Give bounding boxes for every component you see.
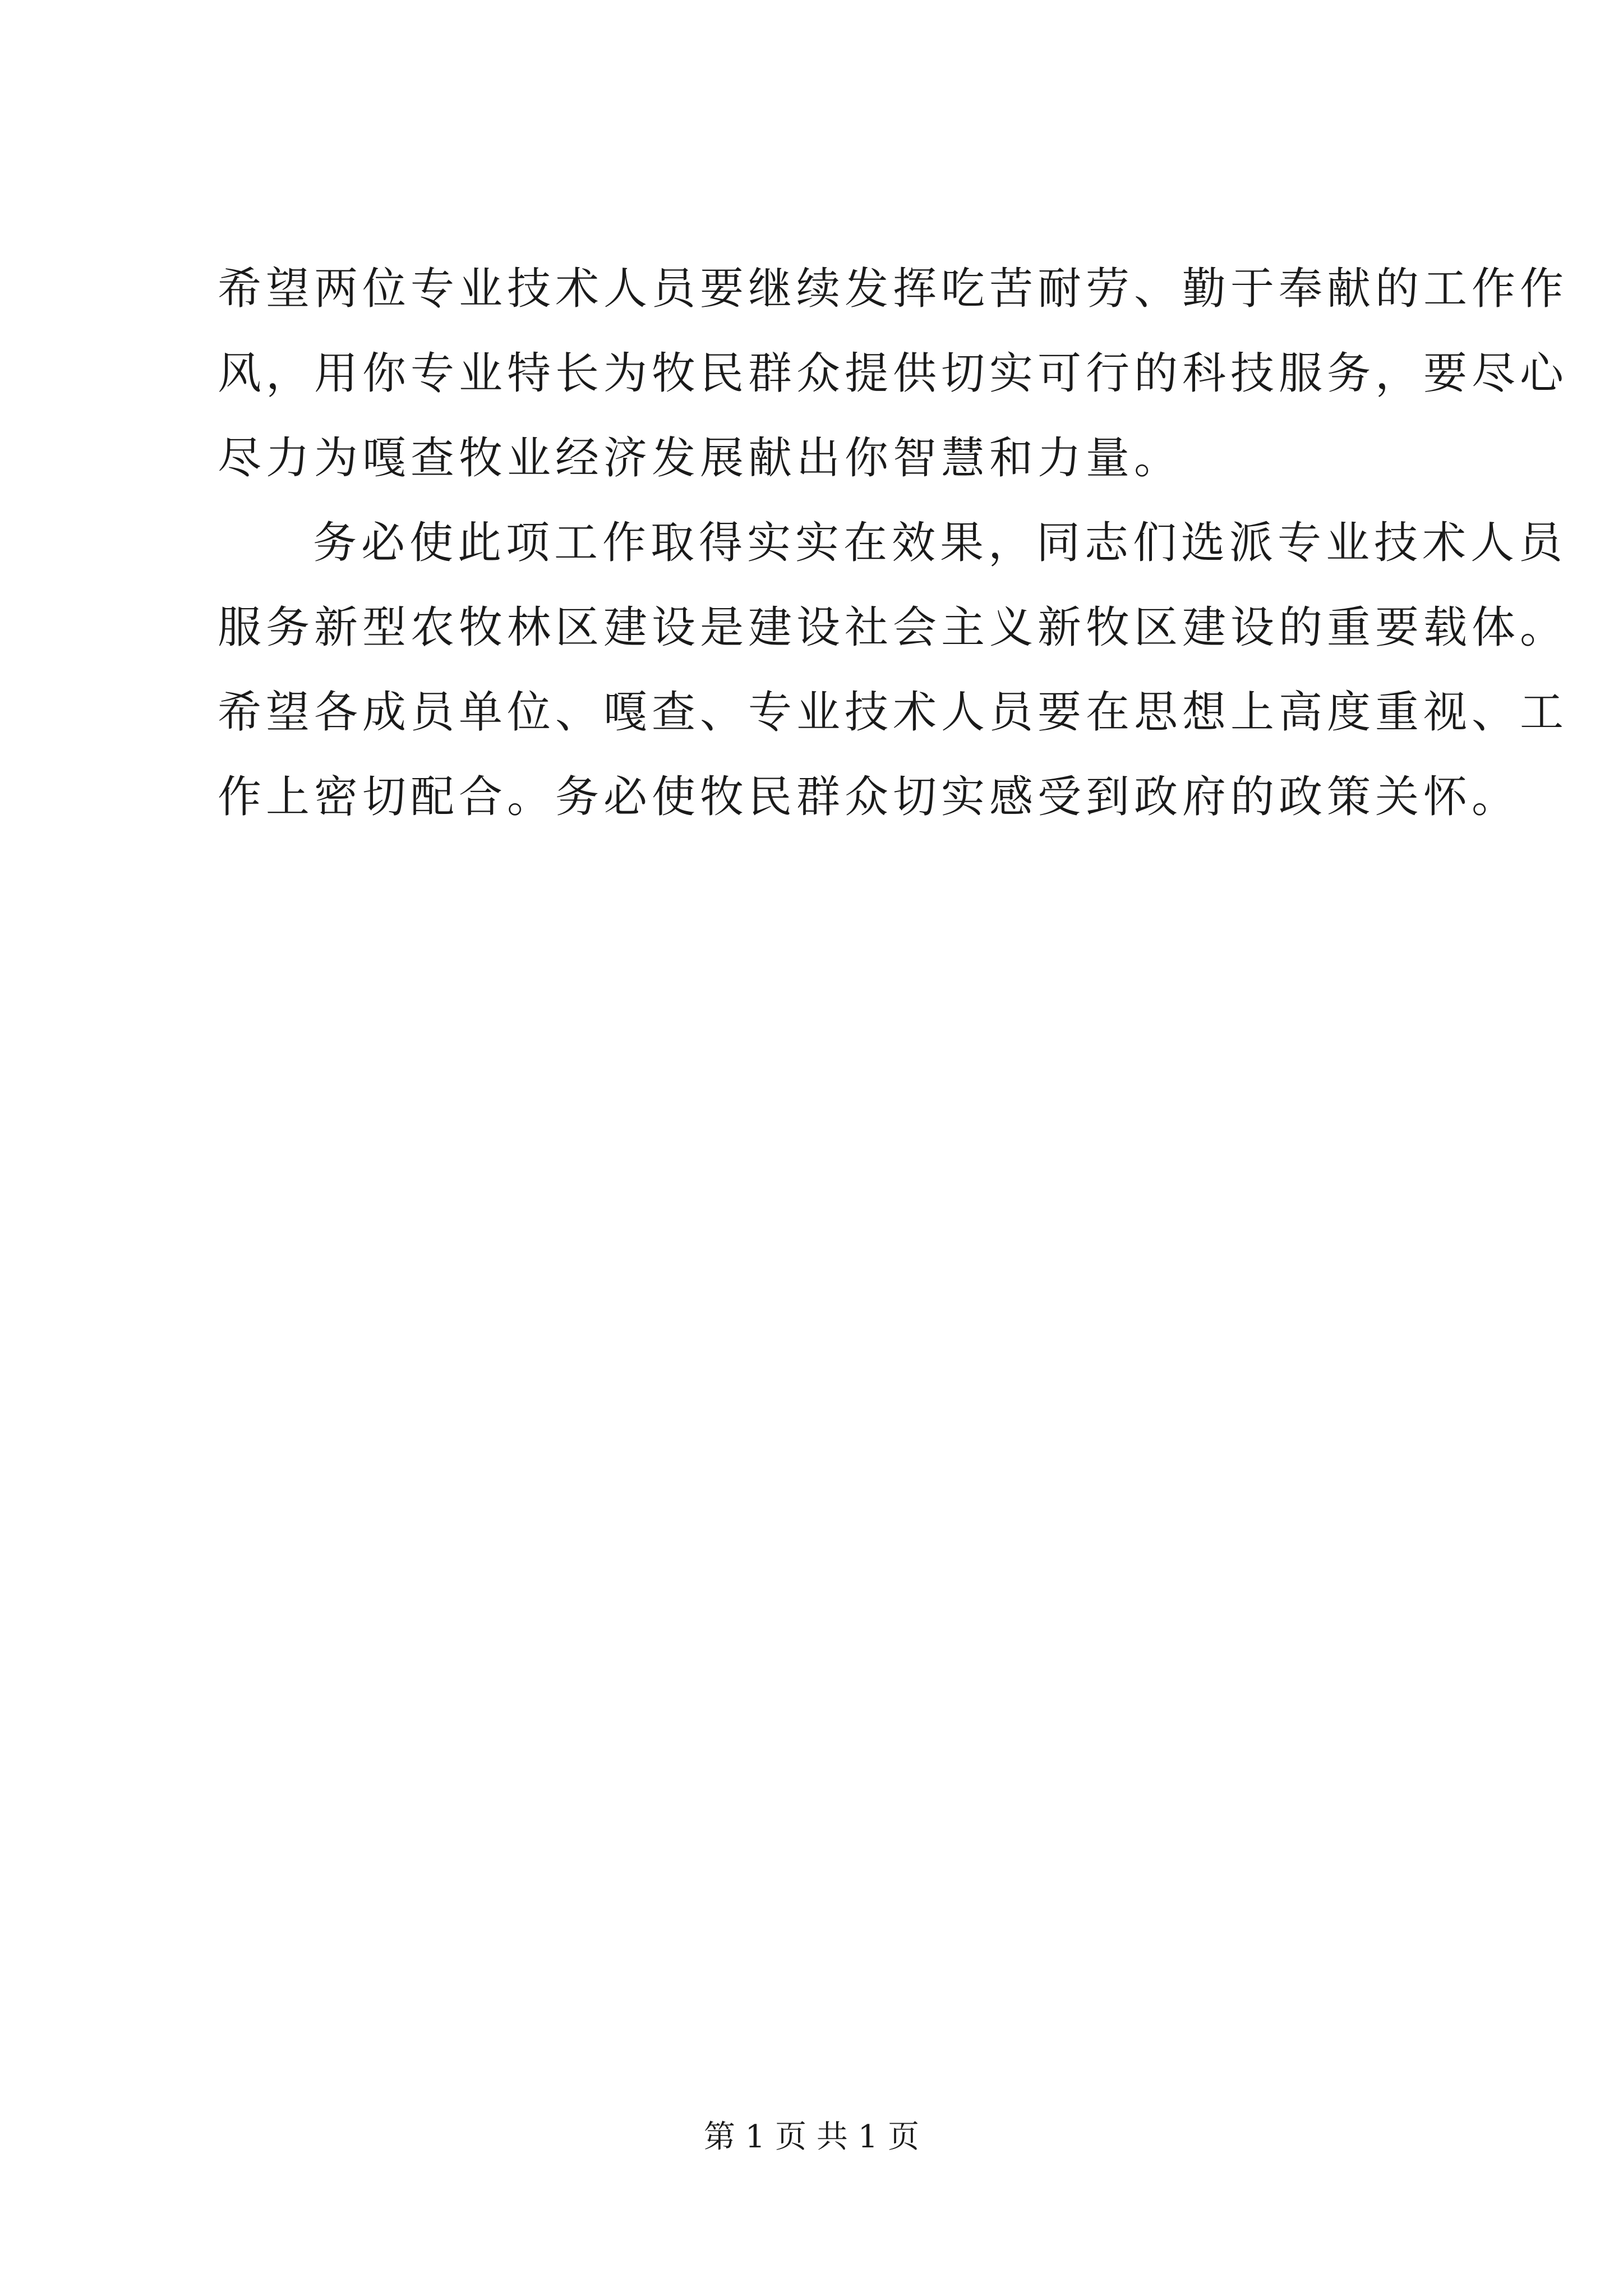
paragraph-2-line-3: 希望各成员单位、嘎查、专业技术人员要在思想上高度重视、工 [218,687,1569,738]
document-body [218,247,1569,840]
paragraph-2-line-4: 作上密切配合。务必使牧民群众切实感受到政府的政策关怀。 [218,772,1520,822]
paragraph-1-line-1: 希望两位专业技术人员要继续发挥吃苦耐劳、勤于奉献的工作作 [218,264,1569,314]
paragraph-2-line-1: 务必使此项工作取得实实在效果，同志们选派专业技术人员 [313,518,1567,568]
paragraph-1-line-3: 尽力为嘎查牧业经济发展献出你智慧和力量。 [218,433,1183,484]
paragraph-1-line-2: 风，用你专业特长为牧民群众提供切实可行的科技服务，要尽心 [218,348,1569,399]
paragraph-2-line-2: 服务新型农牧林区建设是建设社会主义新牧区建设的重要载体。 [218,602,1569,653]
page-number-footer: 第 1 页 共 1 页 [703,2119,920,2155]
